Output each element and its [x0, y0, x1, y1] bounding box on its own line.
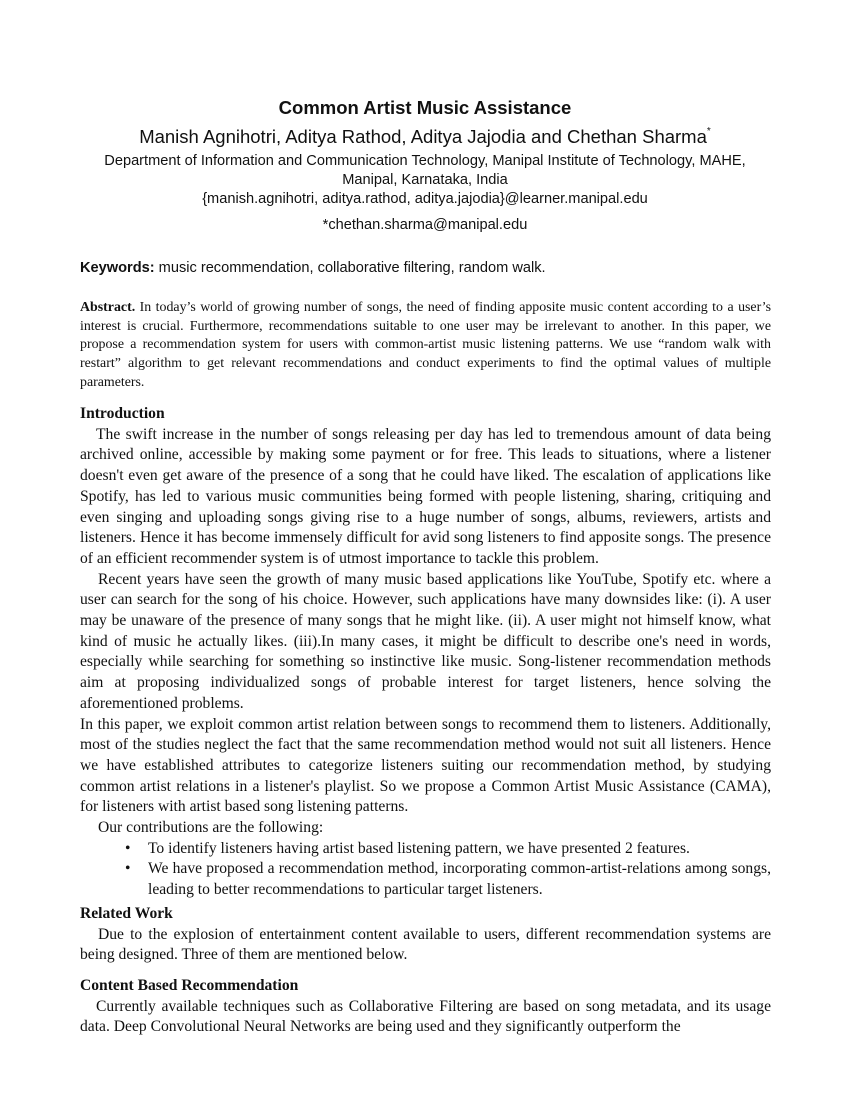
contributions-intro: Our contributions are the following:	[98, 819, 324, 837]
content-based-section	[80, 976, 771, 1038]
content-based-heading: Content Based Recommendation	[80, 977, 299, 994]
abstract-text: In today’s world of growing number of songs, the need of finding apposite music content according to a user’s interest is crucial. Furthermore, recommendations suitable to one user may be irrelevant to another. In this paper, we propose a recommendation system for users with common-artist music listening patterns. We use “random walk with restart” algorithm to get relevant recommendations and conduct experiments to find the optimal values of multiple parameters.	[80, 300, 771, 390]
introduction-paragraph-1: The swift increase in the number of songs releasing per day has led to tremendous amount of data being archived online, accessible by making some payment or for free. This leads to situations, where a listener doesn't even get aware of the presence of a song that he could have liked. The escalation of applications like Spotify, has led to various music communities being formed with people listening, sharing, critiquing and even singing and uploading songs giving rise to a huge number of songs, albums, reviewers, artists and listeners. Hence it has become immensely difficult for avid song listeners to find apposite songs. The presence of an efficient recommender system is of utmost importance to tackle this problem.	[80, 425, 771, 567]
bullet-icon: •	[125, 860, 131, 878]
related-work-paragraph: Due to the explosion of entertainment content available to users, different recommendation systems are being designed. Three of them are mentioned below.	[80, 925, 771, 964]
paper-title: Common Artist Music Assistance	[278, 97, 572, 118]
bullet-icon: •	[125, 839, 131, 857]
related-work-section	[80, 904, 771, 966]
keywords-line	[80, 260, 770, 276]
abstract	[80, 299, 771, 393]
contribution-text: We have proposed a recommendation method, incorporating common-artist-relations among songs, leading to better recommendations to particular target listeners.	[148, 860, 771, 899]
introduction-section	[80, 404, 771, 901]
list-item	[80, 859, 771, 900]
introduction-paragraph-2: Recent years have seen the growth of many music based applications like YouTube, Spotify etc. where a user can search for the song of his choice. However, such applications have many downsides like: (i). A user may be unaware of the presence of many songs that he might like. (ii). A user might not himself know, what kind of music he actually likes. (iii).In many cases, it might be difficult to describe one's need in words, especially while searching for something so instinctive like music. Song-listener recommendation methods aim at proposing individualized songs of probable interest for target listeners, hence solving the aforementioned problems.	[80, 570, 771, 712]
authors-text: Manish Agnihotri, Aditya Rathod, Aditya Jajodia and Chethan Sharma	[139, 126, 707, 147]
corresponding-author-mark: *	[706, 126, 711, 137]
list-item	[80, 839, 771, 860]
keywords-label: Keywords:	[80, 260, 155, 276]
abstract-label: Abstract.	[80, 300, 136, 315]
contribution-text: To identify listeners having artist based listening pattern, we have presented 2 features.	[148, 839, 690, 857]
introduction-paragraph-3: In this paper, we exploit common artist relation between songs to recommend them to listeners. Additionally, most of the studies neglect the fact that the same recommendation method would not suit all listeners. Hence we have established attributes to categorize listeners suiting our recommendation method, by studying common artist relations in a listener's playlist. So we propose a Common Artist Music Assistance (CAMA), for listeners with artist based song listening patterns.	[80, 715, 771, 816]
content-based-paragraph: Currently available techniques such as Collaborative Filtering are based on song metadata, and its usage data. Deep Convolutional Neural Networks are being used and they significantly outperform the	[80, 997, 771, 1036]
author-list	[0, 126, 850, 148]
corresponding-email: *chethan.sharma@manipal.edu	[322, 217, 528, 233]
affiliation-line-2: Manipal, Karnataka, India	[342, 172, 508, 188]
contributions-list	[80, 839, 771, 901]
author-emails: {manish.agnihotri, aditya.rathod, aditya.jajodia}@learner.manipal.edu	[202, 191, 648, 207]
keywords-text: music recommendation, collaborative filtering, random walk.	[158, 260, 546, 276]
affiliation	[60, 152, 790, 209]
affiliation-line-1: Department of Information and Communication Technology, Manipal Institute of Technology, MAHE,	[104, 153, 746, 169]
introduction-heading: Introduction	[80, 405, 165, 422]
related-work-heading: Related Work	[80, 905, 173, 922]
